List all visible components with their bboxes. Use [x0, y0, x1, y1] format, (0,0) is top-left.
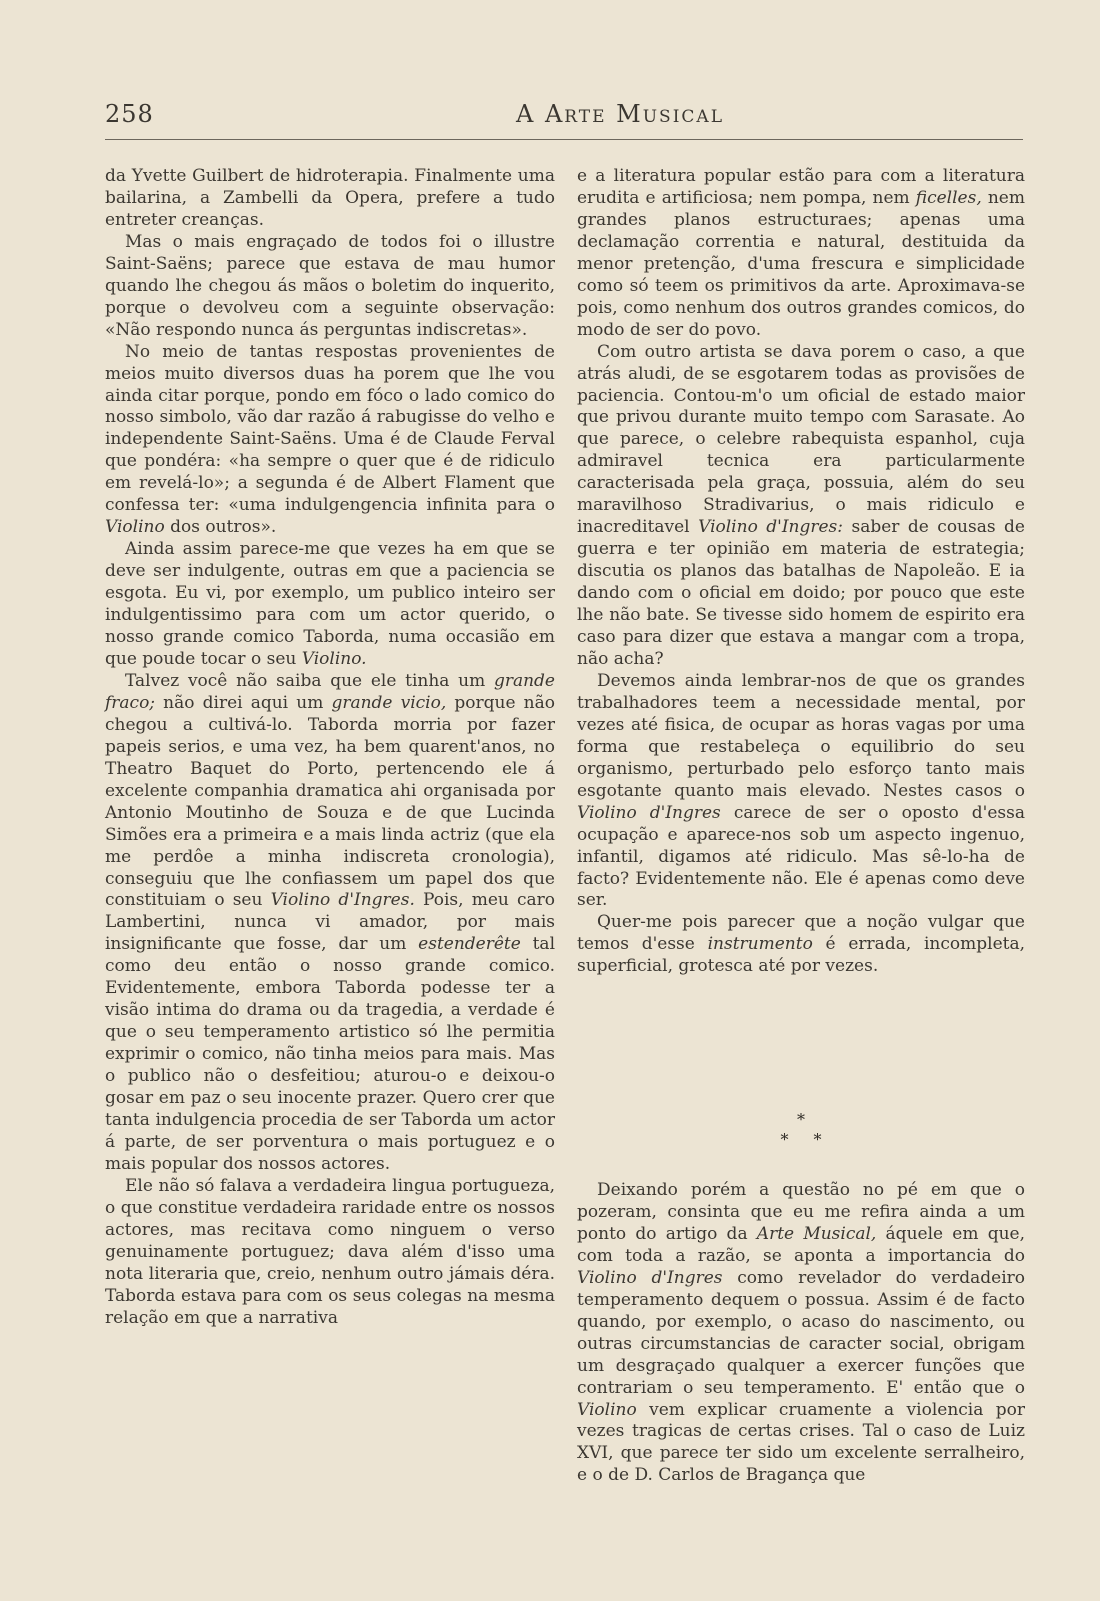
paragraph: Mas o mais engraçado de todos foi o illustre Saint-Saëns; parece que estava de mau humor quando lhe chegou ás mãos o boletim do inquerito, porque o devolveu com a seguinte observação: «Não respondo nunca ás perguntas indiscretas».: [105, 231, 555, 340]
running-title: A Arte Musical: [515, 100, 724, 128]
page-number: 258: [105, 100, 154, 128]
paragraph: Devemos ainda lembrar-nos de que os grandes trabalhadores teem a necessidade mental, por vezes até fisica, de ocupar as horas vagas por uma forma que restabeleça o equilibrio do seu organismo, perturbado pelo esforço tanto mais esgotante quanto mais elevado. Nestes casos o Violino d'Ingres carece de ser o oposto d'essa ocupação e aparece-nos sob um aspecto ingenuo, infantil, digamos até ridiculo. Mas sê-lo-ha de facto? Evidentemente não. Ele é apenas como deve ser.: [577, 670, 1025, 911]
page-header: [105, 100, 1023, 136]
section-break-asterisks: * * *: [780, 1110, 822, 1149]
header-rule: [105, 139, 1023, 140]
paragraph: Talvez você não saiba que ele tinha um grande fraco; não direi aqui um grande vicio, porque não chegou a cultivá-lo. Taborda morria por fazer papeis serios, e uma vez, ha bem quarent'anos, no Theatro Baquet do Porto, pertencendo ele á excelente companhia dramatica ahi organisada por Antonio Moutinho de Souza e de que Lucinda Simões era a primeira e a mais linda actriz (que ela me perdôe a minha indiscreta cronologia), conseguiu que lhe confiassem um papel dos que constituiam o seu Violino d'Ingres. Pois, meu caro Lambertini, nunca vi amador, por mais insignificante que fosse, dar um estenderête tal como deu então o nosso grande comico. Evidentemente, embora Taborda podesse ter a visão intima do drama ou da tragedia, a verdade é que o seu temperamento artistico só lhe permitia exprimir o comico, não tinha meios para mais. Mas o publico não o desfeitiou; aturou-o e deixou-o gosar em paz o seu inocente prazer. Quero crer que tanta indulgencia procedia de ser Taborda um actor á parte, de ser porventura o mais portuguez e o mais popular dos nossos actores.: [105, 670, 556, 1174]
paragraph: Ele não só falava a verdadeira lingua portugueza, o que constitue verdadeira raridade entre os nossos actores, mas recitava como ninguem o verso genuinamente portuguez; dava além d'isso uma nota literaria que, creio, nenhum outro jámais déra. Taborda estava para com os seus colegas na mesma relação em que a narrativa: [105, 1175, 555, 1328]
left-column: [105, 166, 555, 1330]
paragraph: da Yvette Guilbert de hidroterapia. Finalmente uma bailarina, a Zambelli da Opera, prefere a tudo entreter creanças.: [105, 166, 555, 230]
paragraph: Com outro artista se dava porem o caso, a que atrás aludi, de se esgotarem todas as provisões de paciencia. Contou-m'o um oficial de estado maior que privou durante muito tempo com Sarasate. Ao que parece, o celebre rabequista espanhol, cuja admiravel tecnica era particularmente caracterisada pela graça, possuia, além do seu maravilhoso Stradivarius, o mais ridiculo e inacreditavel Violino d'Ingres: saber de cousas de guerra e ter opinião em materia de estrategia; discutia os planos das batalhas de Napoleão. E ia dando com o oficial em doido; por pouco que este lhe não bate. Se tivesse sido homem de espirito era caso para dizer que estava a mangar com a tropa, não acha?: [577, 341, 1025, 669]
paragraph: e a literatura popular estão para com a literatura erudita e artificiosa; nem pompa, nem ficelles, nem grandes planos estructuraes; apenas uma declamação correntia e natural, destituida da menor pretenção, d'uma frescura e simplicidade como só teem os primitivos da arte. Aproximava-se pois, como nenhum dos outros grandes comicos, do modo de ser do povo.: [577, 166, 1025, 340]
paragraph: Deixando porém a questão no pé em que o pozeram, consinta que eu me refira ainda a um ponto do artigo da Arte Musical, áquele em que, com toda a razão, se aponta a importancia do Violino d'Ingres como revelador do verdadeiro temperamento dequem o possua. Assim é de facto quando, por exemplo, o acaso do nascimento, ou outras circumstancias de caracter social, obrigam um desgraçado qualquer a exercer funções que contrariam o seu temperamento. E' então que o Violino vem explicar cruamente a violencia por vezes tragicas de certas crises. Tal o caso de Luiz XVI, que parece ter sido um excelente serralheiro, e o de D. Carlos de Bragança que: [577, 1180, 1026, 1486]
right-column-top: [577, 166, 1025, 978]
paragraph: Quer-me pois parecer que a noção vulgar que temos d'esse instrumento é errada, incompleta, superficial, grotesca até por vezes.: [577, 912, 1025, 977]
paragraph: Ainda assim parece-me que vezes ha em que se deve ser indulgente, outras em que a paciencia se esgota. Eu vi, por exemplo, um publico inteiro ser indulgentissimo para com um actor querido, o nosso grande comico Taborda, numa occasião em que poude tocar o seu Violino.: [105, 539, 555, 669]
right-column-bottom: [577, 1180, 1025, 1487]
paragraph: No meio de tantas respostas provenientes de meios muito diversos duas ha porem que lhe vou ainda citar porque, pondo em fóco o lado comico do nosso simbolo, vão dar razão á rabugisse do velho e independente Saint-Saëns. Uma é de Claude Ferval que pondéra: «ha sempre o quer que é de ridiculo em revelá-lo»; a segunda é de Albert Flament que confessa ter: «uma indulgengencia infinita para o Violino dos outros».: [105, 341, 555, 538]
